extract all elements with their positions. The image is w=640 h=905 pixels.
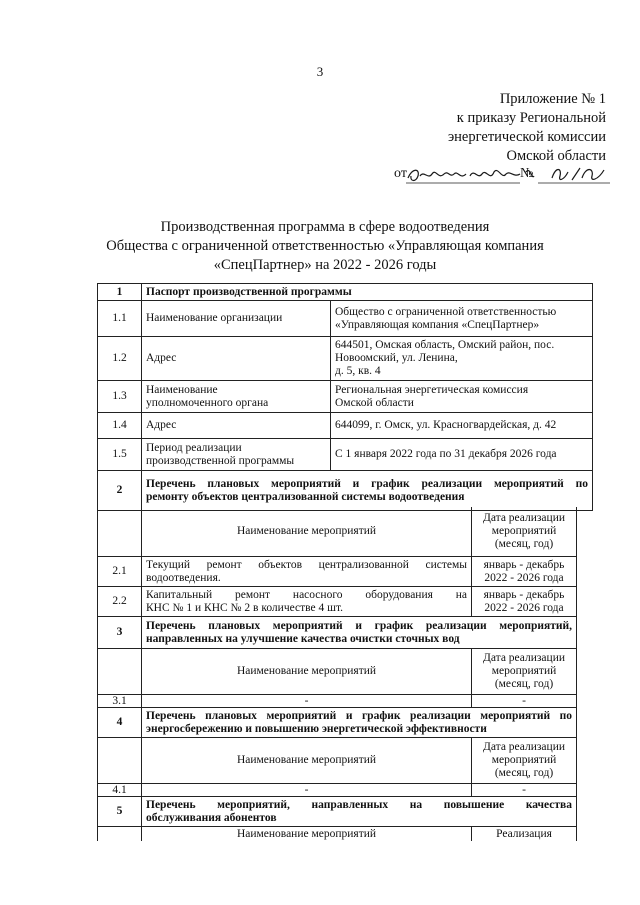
column-header-realization: Реализация [472,827,577,841]
table-row [97,695,577,708]
date-header-line: мероприятий [491,665,557,677]
row-number: 1.1 [98,301,142,337]
column-header-row [97,649,577,695]
section-title [142,471,593,511]
section-title-line: Перечень плановых мероприятий и график реализации мероприятий по [146,709,572,722]
action-cell: - [142,695,472,708]
section-header-row [97,797,577,827]
action-line: Капитальный ремонт насосного оборудования на [146,588,467,601]
empty-cell [98,649,142,695]
table-row [97,557,577,587]
date-header-line: Дата реализации [483,741,565,753]
value-line: 644501, Омская область, Омский район, пос. [335,339,555,351]
section-number: 5 [98,797,142,827]
date-line: январь - декабрь [483,588,565,601]
section-header-row [97,708,577,738]
appendix-line: Омской области [506,148,606,164]
action-cell [142,587,472,617]
section-title-line: Перечень плановых мероприятий и график реализации мероприятий, [146,619,572,632]
section-header-row [97,617,577,649]
label-line: Наименование [146,383,218,396]
appendix-block [448,90,606,166]
action-cell: - [142,784,472,797]
order-number-label: № [520,166,534,181]
table-row [98,439,593,471]
order-date-line [394,162,614,190]
row-value: Общество с ограниченной ответственностью «Управляющая компания «СпецПартнер» [331,301,593,337]
row-number: 4.1 [98,784,142,797]
handwritten-signature-date [394,162,614,190]
section-title [142,617,577,649]
row-number: 2.2 [98,587,142,617]
date-cell [472,587,577,617]
page-number: 3 [316,64,324,79]
section-title-line: направленных на улучшение качества очистки сточных вод [146,632,460,645]
column-header-row [97,827,577,841]
column-header-date [472,738,577,784]
table-row [97,784,577,797]
row-label [142,381,331,413]
column-header-action: Наименование мероприятий [142,738,472,784]
row-number: 1.2 [98,337,142,381]
section-title: Паспорт производственной программы [142,284,593,301]
date-header-line: (месяц, год) [494,767,554,779]
label-line: Период реализации [146,441,242,454]
date-header-line: (месяц, год) [494,678,554,690]
row-number: 2.1 [98,557,142,587]
section-header-row [98,284,593,301]
row-number: 3.1 [98,695,142,708]
title-line: «СпецПартнер» на 2022 - 2026 годы [213,257,437,273]
appendix-line: энергетической комиссии [447,129,606,145]
date-cell: - [472,695,577,708]
section-number: 4 [98,708,142,738]
column-header-action: Наименование мероприятий [142,507,472,557]
action-line: Текущий ремонт объектов централизованной системы [146,558,467,571]
date-line: 2022 - 2026 года [484,571,564,584]
empty-cell [98,738,142,784]
table-row [98,413,593,439]
row-value: 644099, г. Омск, ул. Красногвардейская, д. 42 [331,413,593,439]
date-cell: - [472,784,577,797]
date-header-line: мероприятий [491,754,557,766]
value-line: Новоомский, ул. Ленина, [335,352,458,364]
section-header-row [98,471,593,511]
section-title [142,708,577,738]
date-header-line: мероприятий [491,525,557,537]
row-number: 1.5 [98,439,142,471]
empty-cell [98,827,142,841]
title-line: Общества с ограниченной ответственностью «Управляющая компания [106,238,544,254]
empty-cell [98,507,142,557]
value-line: Региональная энергетическая комиссия [335,383,529,396]
table-row [97,587,577,617]
program-table [97,283,593,511]
section-title-line: Перечень плановых мероприятий и график реализации мероприятий по [146,477,588,490]
section-number: 1 [98,284,142,301]
appendix-line: к приказу Региональной [456,110,606,126]
action-line: КНС № 1 и КНС № 2 в количестве 4 шт. [146,601,343,614]
date-header-line: (месяц, год) [494,538,554,550]
date-header-line: Дата реализации [483,652,565,664]
date-line: январь - декабрь [483,558,565,571]
action-line: водоотведения. [146,571,221,584]
section-title-line: ремонту объектов централизованной системы водоотведения [146,490,465,503]
section-number: 3 [98,617,142,649]
column-header-row [97,507,577,557]
row-label [142,439,331,471]
label-line: уполномоченного органа [146,396,269,409]
column-header-action: Наименование мероприятий [142,827,472,841]
table-row [98,337,593,381]
title-line: Производственная программа в сфере водоотведения [160,219,490,235]
section-title-line: энергосбережению и повышению энергетической эффективности [146,722,487,735]
row-label: Адрес [142,337,331,381]
document-title [90,218,560,275]
table-row [98,381,593,413]
section-title-line: Перечень мероприятий, направленных на повышение качества [146,798,572,811]
column-header-row [97,738,577,784]
date-cell [472,557,577,587]
section-number: 2 [98,471,142,511]
value-line: д. 5, кв. 4 [335,365,381,377]
row-number: 1.4 [98,413,142,439]
row-value: С 1 января 2022 года по 31 декабря 2026 года [331,439,593,471]
label-line: производственной программы [146,454,295,467]
row-value [331,381,593,413]
row-label: Наименование организации [142,301,331,337]
section-title [142,797,577,827]
table-row [98,301,593,337]
row-value [331,337,593,381]
order-from-label: от [394,166,407,181]
row-label: Адрес [142,413,331,439]
column-header-action: Наименование мероприятий [142,649,472,695]
value-line: Омской области [335,396,414,409]
appendix-line: Приложение № 1 [499,91,606,107]
date-line: 2022 - 2026 года [484,601,564,614]
section-title-line: обслуживания абонентов [146,811,277,824]
row-number: 1.3 [98,381,142,413]
column-header-date [472,649,577,695]
action-cell [142,557,472,587]
date-header-line: Дата реализации [483,512,565,524]
column-header-date [472,507,577,557]
